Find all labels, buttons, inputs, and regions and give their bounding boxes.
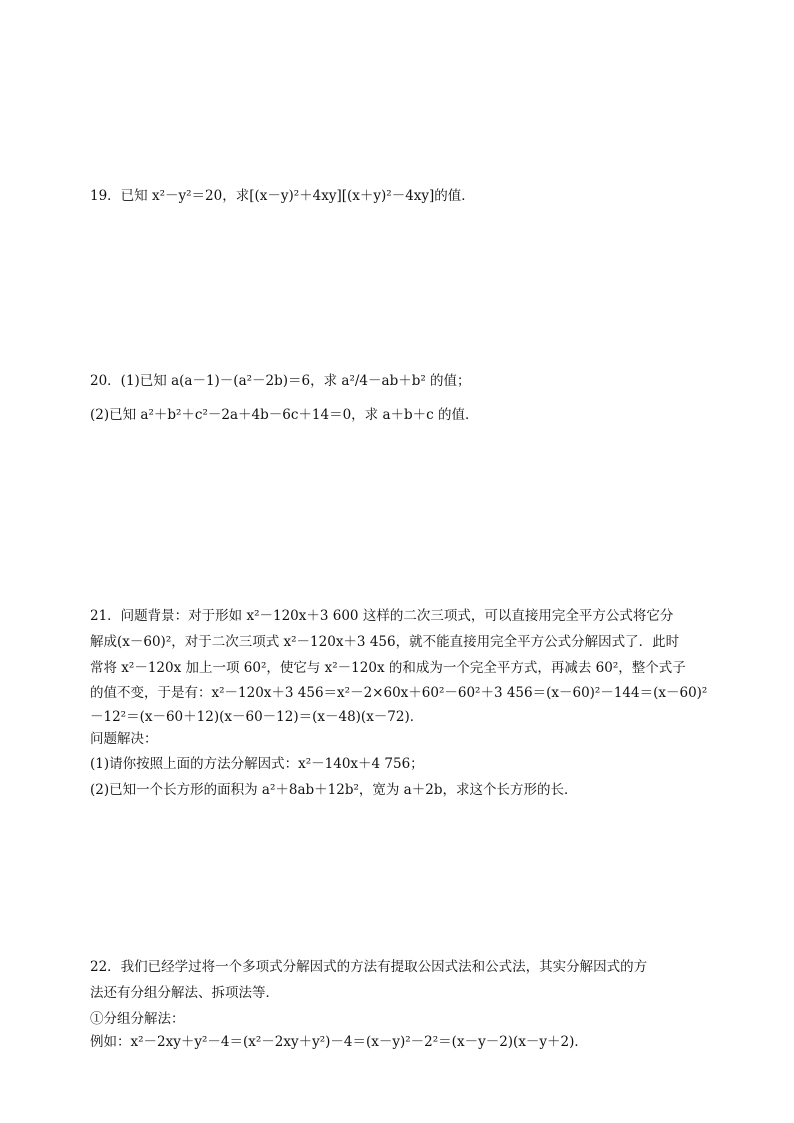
question-21-line: 常将 x²－120x 加上一项 60²，使它与 x²－120x 的和成为一个完全平方式，再减去 60²，整个式子 [90,660,686,676]
question-21-line: 问题解决： [90,731,158,747]
question-19-text: 19．已知 x²－y²＝20，求[(x－y)²＋4xy][(x＋y)²－4xy]的值． [90,188,475,204]
question-21-line: －12²＝(x－60＋12)(x－60－12)＝(x－48)(x－72)． [90,709,424,725]
question-21-line: 21．问题背景：对于形如 x²－120x＋3 600 这样的二次三项式，可以直接用完全平方公式将它分 [90,608,674,624]
question-21-line: (2)已知一个长方形的面积为 a²＋8ab＋12b²，宽为 a＋2b，求这个长方形的长． [90,782,578,798]
question-21-line: 的值不变，于是有：x²－120x＋3 456＝x²－2×60x＋60²－60²＋3 456＝(x－60)²－144＝(x－60)² [90,685,708,701]
question-20-part-1: 20．(1)已知 a(a－1)－(a²－2b)＝6，求 a²/4－ab＋b² 的值； [90,373,471,389]
question-20-part-2: (2)已知 a²＋b²＋c²－2a＋4b－6c＋14＝0，求 a＋b＋c 的值． [90,407,479,423]
question-22-line: ①分组分解法： [90,1011,185,1027]
question-21-line: 解成(x－60)²，对于二次三项式 x²－120x＋3 456，就不能直接用完全平方公式分解因式了．此时 [90,634,680,650]
question-22-line: 法还有分组分解法、拆项法等． [90,985,279,1001]
question-22-line: 例如：x²－2xy＋y²－4＝(x²－2xy＋y²)－4＝(x－y)²－2²＝(x－y－2)(x－y＋2)． [90,1034,588,1050]
question-22-line: 22．我们已经学过将一个多项式分解因式的方法有提取公因式法和公式法，其实分解因式的方 [90,959,648,975]
question-21-line: (1)请你按照上面的方法分解因式：x²－140x＋4 756； [90,756,424,772]
